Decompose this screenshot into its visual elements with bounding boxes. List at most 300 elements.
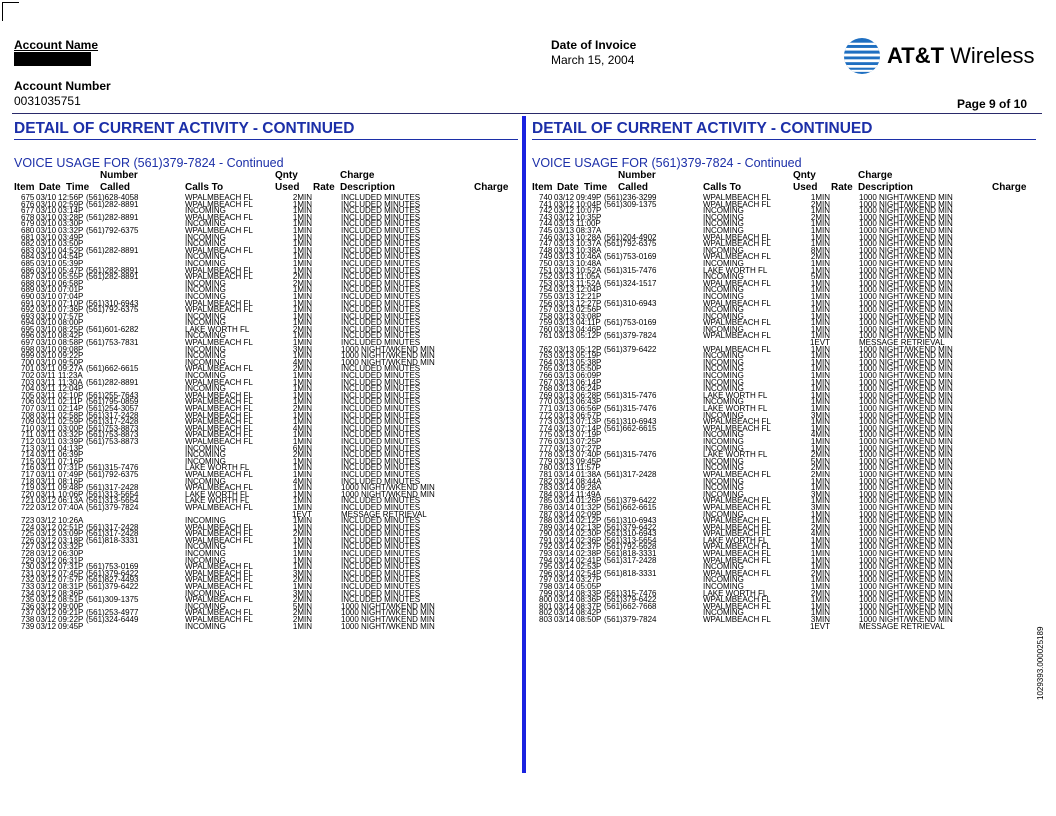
charge-description: INCLUDED MINUTES	[341, 219, 421, 229]
charge-description: INCLUDED MINUTES	[341, 331, 421, 341]
number-called: (561)628-4058	[86, 193, 139, 202]
item-number: 793	[539, 549, 553, 559]
number-called: (561)204-4902	[604, 232, 657, 242]
call-time: 10:26A	[58, 516, 84, 526]
charge-description: 1000 NIGHT/WKEND MIN	[859, 219, 953, 229]
hdr-qnty: Qnty	[275, 170, 298, 181]
charge-description: INCLUDED MINUTES	[341, 338, 421, 348]
hdr-charge-top: Charge	[858, 170, 893, 181]
call-time: 07:40P	[576, 450, 602, 460]
call-time: 02:59P	[58, 199, 84, 209]
call-date: 03/12	[36, 568, 57, 578]
calls-to: INCOMING	[703, 311, 744, 321]
calls-to: WPALMBEACH FL	[703, 601, 771, 611]
calls-to: INCOMING	[185, 549, 226, 559]
charge-description: 1000 NIGHT/WKEND MIN	[859, 331, 953, 341]
item-number: 792	[539, 542, 553, 552]
call-row	[14, 543, 518, 550]
hdr-number: Number	[100, 170, 138, 181]
call-date: 03/12	[36, 496, 57, 506]
item-number: 739	[21, 621, 35, 631]
call-date: 03/11	[36, 410, 56, 420]
call-date: 03/14	[554, 522, 575, 532]
calls-to: INCOMING	[185, 206, 226, 216]
call-row	[532, 451, 1036, 458]
call-time: 02:12P	[576, 516, 602, 526]
calls-to: WPALMBEACH FL	[703, 252, 771, 262]
item-number: 749	[539, 252, 553, 262]
item-number: 692	[21, 305, 35, 315]
number-called: (561)818-3331	[86, 535, 139, 545]
quantity-used: 1MIN	[292, 265, 312, 275]
item-number: 730	[21, 562, 35, 572]
quantity-used: 1MIN	[810, 232, 830, 242]
header-divider	[12, 113, 1042, 114]
calls-to: INCOMING	[185, 291, 226, 301]
quantity-used: 3MIN	[810, 615, 830, 624]
call-date: 03/12	[36, 588, 57, 598]
call-row	[532, 286, 1036, 293]
call-date: 03/13	[554, 225, 575, 235]
call-row	[532, 332, 1036, 339]
call-row	[532, 471, 1036, 478]
quantity-used: 8MIN	[810, 245, 830, 255]
call-date: 03/14	[554, 555, 575, 565]
charge-description: 1000 NIGHT/WKEND MIN	[859, 489, 953, 499]
calls-to: INCOMING	[703, 285, 744, 295]
call-time: 11:30A	[58, 377, 83, 387]
hdr-calls-to: Calls To	[185, 182, 224, 193]
call-date: 03/13	[554, 291, 575, 301]
quantity-used: 1MIN	[810, 285, 830, 295]
item-number: 770	[539, 397, 553, 407]
call-time: 10:28A	[576, 232, 602, 242]
calls-to: INCOMING	[185, 285, 226, 295]
charge-description: 1000 NIGHT/WKEND MIN	[859, 615, 953, 624]
page-number: Page 9 of 10	[957, 97, 1028, 111]
quantity-used: 3MIN	[292, 344, 312, 354]
call-time: 09:22P	[58, 615, 84, 624]
charge-description: 1000 NIGHT/WKEND MIN	[859, 575, 953, 585]
calls-to: INCOMING	[703, 509, 744, 519]
item-number: 781	[539, 469, 553, 479]
calls-to: WPALMBEACH FL	[703, 522, 771, 532]
call-row	[532, 300, 1036, 307]
item-number: 690	[21, 291, 35, 301]
item-number: 761	[539, 331, 553, 341]
item-number: 717	[21, 469, 35, 479]
calls-to: INCOMING	[185, 318, 226, 328]
quantity-used: 1MIN	[810, 265, 830, 275]
quantity-used: 1MIN	[292, 502, 312, 512]
item-number: 783	[539, 483, 553, 493]
calls-to: INCOMING	[185, 258, 226, 268]
call-time: 10:46A	[576, 252, 602, 262]
quantity-used: 1MIN	[292, 542, 312, 552]
quantity-used: 1MIN	[810, 542, 830, 552]
charge-description: INCLUDED MINUTES	[341, 324, 421, 334]
charge-description: 1000 NIGHT/WKEND MIN	[859, 549, 953, 559]
charge-description: INCLUDED MINUTES	[341, 291, 421, 301]
quantity-used: 1MIN	[292, 582, 312, 592]
call-date: 03/12	[36, 615, 57, 624]
number-called: (561)317-2428	[86, 529, 139, 539]
quantity-used: 2MIN	[292, 272, 312, 282]
number-called: (561)662-6615	[604, 502, 657, 512]
quantity-used: 1MIN	[292, 305, 312, 315]
quantity-used: 2MIN	[292, 615, 312, 624]
quantity-used: 1MIN	[292, 522, 312, 532]
call-time: 02:30P	[576, 529, 602, 539]
item-number: 710	[21, 423, 35, 433]
number-called: (561)315-7476	[86, 463, 139, 473]
item-number: 794	[539, 555, 553, 565]
att-globe-icon	[843, 37, 881, 75]
item-number: 701	[21, 364, 35, 374]
quantity-used: 1MIN	[292, 338, 312, 348]
call-time: 05:55P	[58, 272, 84, 282]
number-called: (561)795-0859	[86, 397, 139, 407]
quantity-used: 1MIN	[292, 199, 312, 209]
calls-to: LAKE WORTH FL	[703, 450, 768, 460]
calls-to: INCOMING	[703, 357, 744, 367]
call-row	[532, 603, 1036, 610]
call-time: 04:52P	[58, 245, 84, 255]
quantity-used: 2MIN	[292, 324, 312, 334]
calls-to: WPALMBEACH FL	[703, 417, 771, 427]
call-date: 03/12	[36, 575, 57, 585]
calls-to: INCOMING	[703, 456, 744, 466]
charge-description: 1000 NIGHT/WKEND MIN	[859, 562, 953, 572]
charge-description: INCLUDED MINUTES	[341, 456, 421, 466]
column-headers	[532, 170, 1036, 194]
hdr-date: Date	[39, 182, 61, 193]
call-time: 06:30P	[58, 549, 84, 559]
quantity-used: 1MIN	[810, 371, 830, 381]
call-date: 03/14	[554, 608, 575, 618]
number-called: (561)317-2428	[604, 555, 657, 565]
charge-description: 1000 NIGHT/WKEND MIN	[859, 193, 953, 202]
item-number: 762	[539, 344, 553, 354]
charge-description: INCLUDED MINUTES	[341, 212, 421, 222]
quantity-used: 1MIN	[810, 516, 830, 526]
call-row	[14, 313, 518, 320]
item-number: 682	[21, 239, 35, 249]
call-time: 02:38P	[576, 549, 602, 559]
call-row	[532, 253, 1036, 260]
call-time: 09:48P	[58, 483, 84, 493]
item-number: 747	[539, 239, 553, 249]
call-date: 03/14	[554, 562, 575, 572]
quantity-used: 1MIN	[292, 331, 312, 341]
charge-description: 1000 NIGHT/WKEND MIN	[859, 436, 953, 446]
item-number: 695	[21, 324, 35, 334]
calls-to: WPALMBEACH FL	[185, 535, 253, 545]
number-called: (561)309-1375	[86, 595, 139, 605]
call-row	[14, 504, 518, 511]
call-row	[532, 306, 1036, 313]
column-divider	[522, 116, 526, 773]
item-number: 707	[21, 404, 35, 413]
quantity-used: 1MIN	[810, 364, 830, 374]
number-called: (561)317-2428	[86, 522, 139, 532]
call-date: 03/12	[36, 529, 57, 539]
call-date: 03/12	[554, 212, 575, 222]
call-date: 03/11	[36, 417, 56, 427]
call-date: 03/10	[36, 318, 57, 328]
call-time: 07:27P	[576, 443, 602, 453]
item-number: 764	[539, 357, 553, 367]
call-time: 02:09P	[576, 509, 602, 519]
number-called: (561)379-6422	[604, 522, 657, 532]
item-number: 697	[21, 338, 35, 348]
quantity-used: 1MIN	[292, 496, 312, 506]
charge-description: 1000 NIGHT/WKEND MIN	[341, 344, 435, 354]
number-called: (561)379-7824	[604, 615, 657, 624]
calls-to: LAKE WORTH FL	[703, 535, 768, 545]
charge-description: 1000 NIGHT/WKEND MIN	[859, 291, 953, 301]
number-called: (561)662-7668	[604, 601, 657, 611]
item-number: 795	[539, 562, 553, 572]
quantity-used: 1MIN	[810, 595, 830, 605]
calls-to: WPALMBEACH FL	[703, 199, 771, 209]
quantity-used: 1MIN	[292, 456, 312, 466]
calls-to: WPALMBEACH FL	[185, 423, 253, 433]
call-time: 06:43P	[576, 397, 602, 407]
charge-description: 1000 NIGHT/WKEND MIN	[859, 305, 953, 315]
hdr-time: Time	[66, 182, 90, 193]
charge-description: 1000 NIGHT/WKEND MIN	[859, 278, 953, 288]
charge-description: INCLUDED MINUTES	[341, 318, 421, 328]
quantity-used: 1MIN	[810, 496, 830, 506]
call-date: 03/10	[36, 351, 57, 361]
calls-to: INCOMING	[703, 225, 744, 235]
charge-description: 1000 NIGHT/WKEND MIN	[859, 410, 953, 420]
call-row	[14, 616, 518, 623]
account-name-label: Account Name	[14, 38, 99, 52]
call-time: 08:16P	[58, 476, 84, 486]
charge-description: 1000 NIGHT/WKEND MIN	[859, 535, 953, 545]
charge-description: 1000 NIGHT/WKEND MIN	[859, 239, 953, 249]
charge-description: INCLUDED MINUTES	[341, 199, 421, 209]
call-time: 05:05P	[576, 582, 602, 592]
item-number: 799	[539, 588, 553, 598]
call-time: 07:01P	[58, 285, 84, 295]
item-number: 702	[21, 371, 35, 381]
quantity-used: 1EVT	[291, 509, 312, 519]
call-time: 04:11P	[576, 318, 601, 328]
quantity-used: 3MIN	[810, 489, 830, 499]
calls-to: WPALMBEACH FL	[185, 338, 253, 348]
charge-description: INCLUDED MINUTES	[341, 516, 421, 526]
call-date: 03/10	[36, 291, 57, 301]
number-called: (561)379-6422	[604, 496, 657, 506]
quantity-used: 1MIN	[810, 582, 830, 592]
item-number: 760	[539, 324, 553, 334]
quantity-used: 1MIN	[810, 318, 830, 328]
quantity-used: 1MIN	[810, 549, 830, 559]
call-date: 03/10	[36, 344, 57, 354]
item-number: 704	[21, 384, 35, 394]
charge-description: INCLUDED MINUTES	[341, 384, 421, 394]
number-called: (561)753-8873	[86, 436, 139, 446]
number-called: (561)282-8891	[86, 199, 139, 209]
charge-description: INCLUDED MINUTES	[341, 575, 421, 585]
call-date: 03/11	[36, 377, 56, 387]
item-number: 705	[21, 390, 35, 400]
call-row	[14, 339, 518, 346]
item-number: 724	[21, 522, 35, 532]
quantity-used: 1MIN	[810, 225, 830, 235]
call-time: 02:10P	[58, 390, 84, 400]
call-time: 07:57P	[58, 311, 84, 321]
number-called: (561)601-6282	[86, 324, 139, 334]
number-called: (561)315-7476	[604, 265, 657, 275]
number-called: (561)236-3299	[604, 193, 657, 202]
call-time: 02:36P	[576, 535, 602, 545]
call-time: 02:37P	[576, 542, 602, 552]
call-time: 04:54P	[58, 252, 84, 262]
call-time: 10:48A	[576, 258, 602, 268]
charge-description: INCLUDED MINUTES	[341, 430, 421, 440]
quantity-used: 1MIN	[292, 535, 312, 545]
number-called: (561)313-5654	[86, 489, 139, 499]
call-date: 03/14	[554, 489, 575, 499]
call-date: 03/14	[554, 509, 575, 519]
calls-to: LAKE WORTH FL	[703, 588, 768, 598]
number-called: (561)255-7643	[86, 390, 139, 400]
quantity-used: 1MIN	[292, 489, 312, 499]
item-number: 722	[21, 502, 35, 512]
item-number: 758	[539, 311, 553, 321]
number-called: (561)379-6422	[604, 344, 657, 354]
call-row	[14, 247, 518, 254]
call-time: 08:33P	[576, 588, 602, 598]
call-date: 03/14	[554, 568, 575, 578]
charge-description: INCLUDED MINUTES	[341, 206, 421, 216]
call-date: 03/13	[554, 258, 575, 268]
quantity-used: 1MIN	[292, 621, 312, 631]
call-row	[14, 326, 518, 333]
call-date: 03/12	[36, 621, 57, 631]
call-time: 02:11P	[58, 397, 83, 407]
call-date: 03/10	[36, 298, 57, 308]
call-time: 11:49A	[576, 489, 601, 499]
calls-to: WPALMBEACH FL	[185, 410, 253, 420]
call-row	[532, 616, 1036, 623]
call-row	[14, 346, 518, 353]
item-number: 759	[539, 318, 553, 328]
item-number: 802	[539, 608, 553, 618]
invoice-date: March 15, 2004	[551, 53, 635, 67]
calls-to: INCOMING	[185, 278, 226, 288]
calls-to: WPALMBEACH FL	[703, 232, 771, 242]
charge-description: 1000 NIGHT/WKEND MIN	[341, 483, 435, 493]
quantity-used: 4MIN	[292, 476, 312, 486]
quantity-used: 5MIN	[292, 601, 312, 611]
item-number: 693	[21, 311, 35, 321]
item-number: 679	[21, 219, 35, 229]
item-number: 726	[21, 535, 35, 545]
call-date: 03/13	[554, 456, 575, 466]
call-date: 03/14	[554, 595, 575, 605]
call-date: 03/11	[36, 476, 56, 486]
call-date: 03/11	[36, 489, 56, 499]
quantity-used: 4MIN	[810, 430, 830, 440]
charge-description: MESSAGE RETRIEVAL	[859, 338, 945, 348]
number-called: (561)254-3057	[86, 404, 139, 413]
quantity-used: 5MIN	[810, 272, 830, 282]
number-called: (561)818-3331	[604, 549, 657, 559]
call-date: 03/10	[36, 324, 57, 334]
call-date: 03/14	[554, 483, 575, 493]
item-number: 746	[539, 232, 553, 242]
call-row	[532, 458, 1036, 465]
call-time: 07:25P	[576, 436, 602, 446]
call-time: 03:18P	[58, 535, 84, 545]
call-row	[532, 405, 1036, 412]
call-time: 06:39P	[58, 450, 84, 460]
calls-to: INCOMING	[185, 621, 226, 631]
calls-to: WPALMBEACH FL	[185, 199, 253, 209]
calls-to: INCOMING	[703, 410, 744, 420]
calls-to: WPALMBEACH FL	[703, 496, 771, 506]
calls-to: WPALMBEACH FL	[703, 542, 771, 552]
hdr-item: Item	[532, 182, 553, 193]
charge-description: INCLUDED MINUTES	[341, 555, 421, 565]
number-called: (561)662-6615	[86, 364, 139, 374]
quantity-used: 1MIN	[810, 351, 830, 361]
call-time: 09:00P	[58, 601, 84, 611]
section-title: DETAIL OF CURRENT ACTIVITY - CONTINUED	[532, 120, 873, 137]
item-number: 743	[539, 212, 553, 222]
number-called: (561)309-1375	[604, 199, 657, 209]
charge-description: INCLUDED MINUTES	[341, 377, 421, 387]
call-time: 05:19P	[576, 351, 602, 361]
item-number: 765	[539, 364, 553, 374]
charge-description: 1000 NIGHT/WKEND MIN	[859, 469, 953, 479]
item-number: 757	[539, 305, 553, 315]
call-date: 03/12	[36, 595, 57, 605]
number-called: (561)317-2428	[86, 410, 139, 420]
call-row	[532, 484, 1036, 491]
call-time: 02:54P	[576, 568, 602, 578]
call-date: 03/13	[554, 463, 575, 473]
call-time: 09:08P	[58, 344, 84, 354]
call-time: 08:37A	[576, 225, 602, 235]
call-time: 12:56P	[58, 193, 84, 202]
date-of-invoice-label: Date of Invoice	[551, 38, 637, 52]
number-called: (561)317-2428	[86, 483, 139, 493]
item-number: 683	[21, 245, 35, 255]
call-date: 03/13	[554, 351, 575, 361]
call-row	[532, 379, 1036, 386]
quantity-used: 1MIN	[810, 575, 830, 585]
quantity-used: 1MIN	[810, 206, 830, 216]
calls-to: WPALMBEACH FL	[703, 516, 771, 526]
charge-description: 1000 NIGHT/WKEND MIN	[859, 285, 953, 295]
call-date: 03/11	[36, 456, 56, 466]
item-number: 776	[539, 436, 553, 446]
charge-description: INCLUDED MINUTES	[341, 404, 421, 413]
call-date: 03/13	[554, 285, 575, 295]
item-number: 800	[539, 595, 553, 605]
call-time: 10:35P	[576, 212, 602, 222]
call-date: 03/10	[36, 219, 57, 229]
call-row	[532, 431, 1036, 438]
quantity-used: 1EVT	[809, 338, 830, 348]
calls-to: INCOMING	[185, 601, 226, 611]
